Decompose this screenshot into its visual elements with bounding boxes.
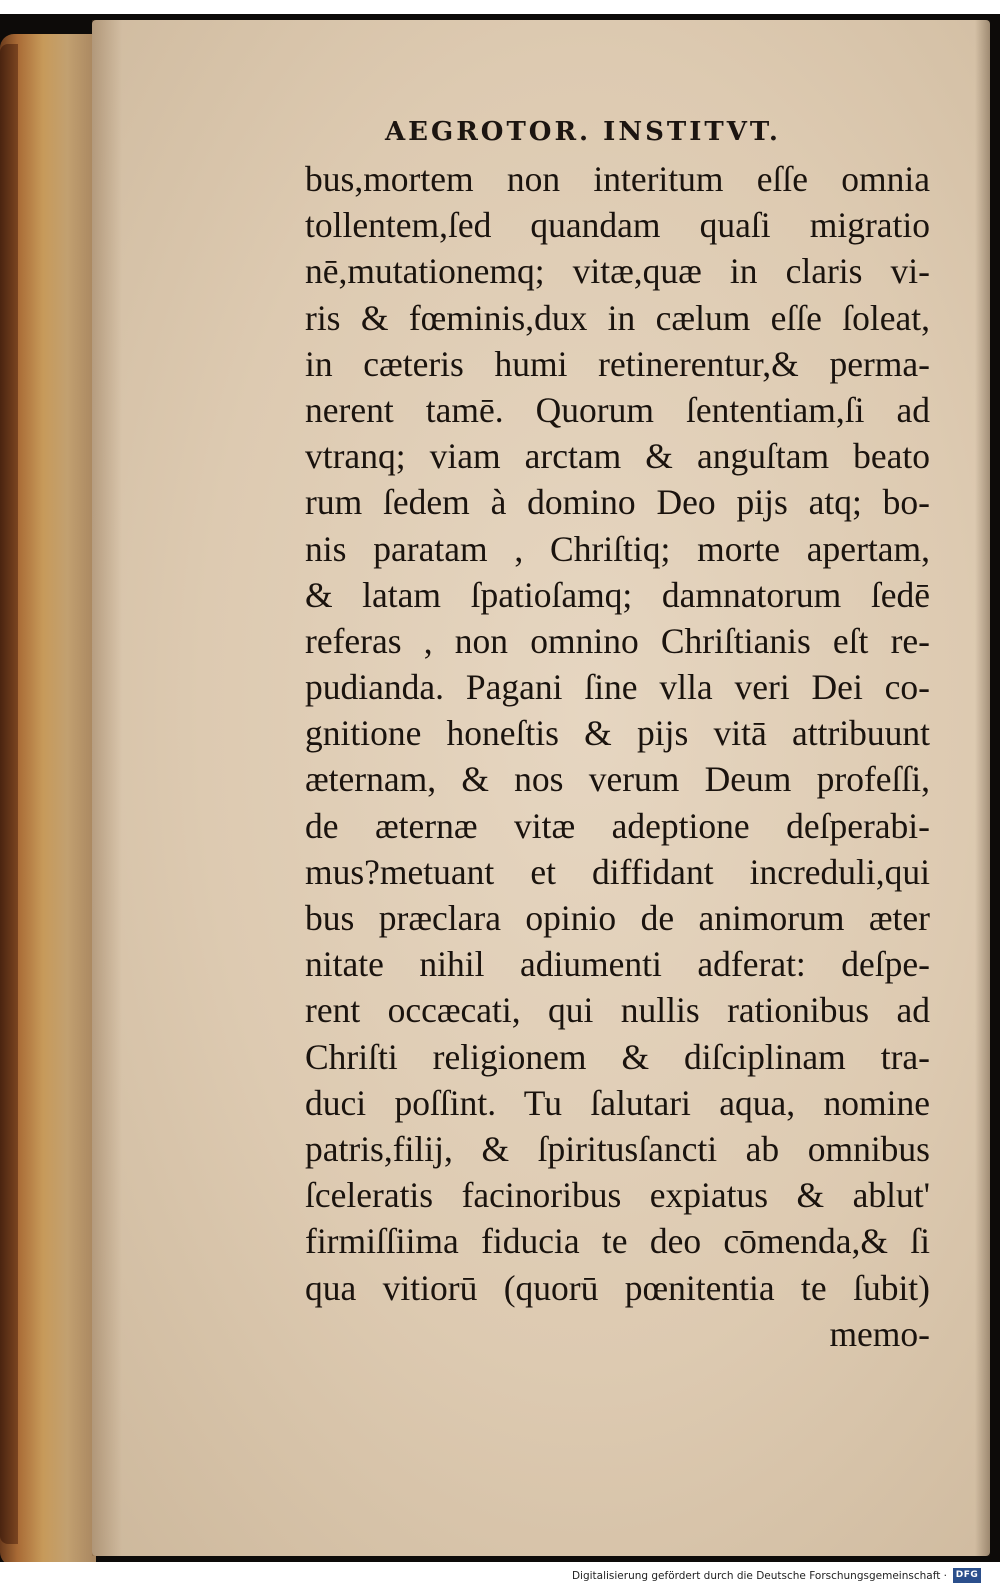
catchword: memo- bbox=[829, 1313, 930, 1354]
text-line: & latam ſpatioſamq; damnatorum ſedē bbox=[305, 574, 930, 615]
text-line: gnitione honeſtis & pijs vitā attribuunt bbox=[305, 713, 930, 754]
scanned-page-image bbox=[0, 14, 1000, 1562]
text-line: nerent tamē. Quorum ſententiam,ſi ad bbox=[305, 389, 930, 430]
text-line: tollentem,ſed quandam quaſi migratio bbox=[305, 205, 930, 246]
text-line: æternam, & nos verum Deum profeſſi, bbox=[305, 759, 930, 800]
running-head: AEGROTOR. INSTITVT. bbox=[385, 117, 781, 147]
text-line: ris & fœminis,dux in cælum eſſe ſoleat, bbox=[305, 297, 930, 338]
gutter-shadow bbox=[92, 20, 122, 1556]
text-line: in cæteris humi retinerentur,& perma- bbox=[305, 343, 930, 384]
text-line: patris,filij, & ſpiritusſancti ab omnibus bbox=[305, 1128, 930, 1169]
digitization-credit: Digitalisierung gefördert durch die Deutsche Forschungsgemeinschaft · bbox=[571, 1570, 947, 1582]
text-line: rum ſedem à domino Deo pijs atq; bo- bbox=[305, 482, 930, 523]
text-line: mus?metuant et diffidant increduli,qui bbox=[305, 851, 930, 892]
text-line: pudianda. Pagani ſine vlla veri Dei co- bbox=[305, 667, 930, 708]
text-line: bus præclara opinio de animorum æter bbox=[305, 898, 930, 938]
text-line: vtranq; viam arctam & anguſtam beato bbox=[305, 436, 930, 477]
text-line: nitate nihil adiumenti adferat: deſpe- bbox=[305, 944, 930, 985]
text-line: qua vitiorū (quorū pœnitentia te ſubit) bbox=[305, 1267, 930, 1308]
text-line: bus,mortem non interitum eſſe omnia bbox=[305, 159, 930, 199]
text-line: nē,mutationemq; vitæ,quæ in claris vi- bbox=[305, 251, 930, 292]
text-line: rent occæcati, qui nullis rationibus ad bbox=[305, 990, 930, 1031]
text-line: de æternæ vitæ adeptione deſperabi- bbox=[305, 805, 930, 846]
text-line: ſceleratis facinoribus expiatus & ablut' bbox=[305, 1175, 930, 1216]
text-line: firmiſſiima fiducia te deo cōmenda,& ſi bbox=[305, 1221, 930, 1262]
book-spine bbox=[0, 44, 18, 1544]
text-line: duci poſſint. Tu ſalutari aqua, nomine bbox=[305, 1082, 930, 1123]
text-line: nis paratam , Chriſtiq; morte apertam, bbox=[305, 528, 930, 569]
page-edge bbox=[975, 20, 990, 1556]
body-text bbox=[305, 156, 930, 1357]
text-line: Chriſti religionem & diſciplinam tra- bbox=[305, 1036, 930, 1077]
text-line: referas , non omnino Chriſtianis eſt re- bbox=[305, 620, 930, 661]
dfg-logo[interactable]: DFG bbox=[953, 1568, 981, 1583]
